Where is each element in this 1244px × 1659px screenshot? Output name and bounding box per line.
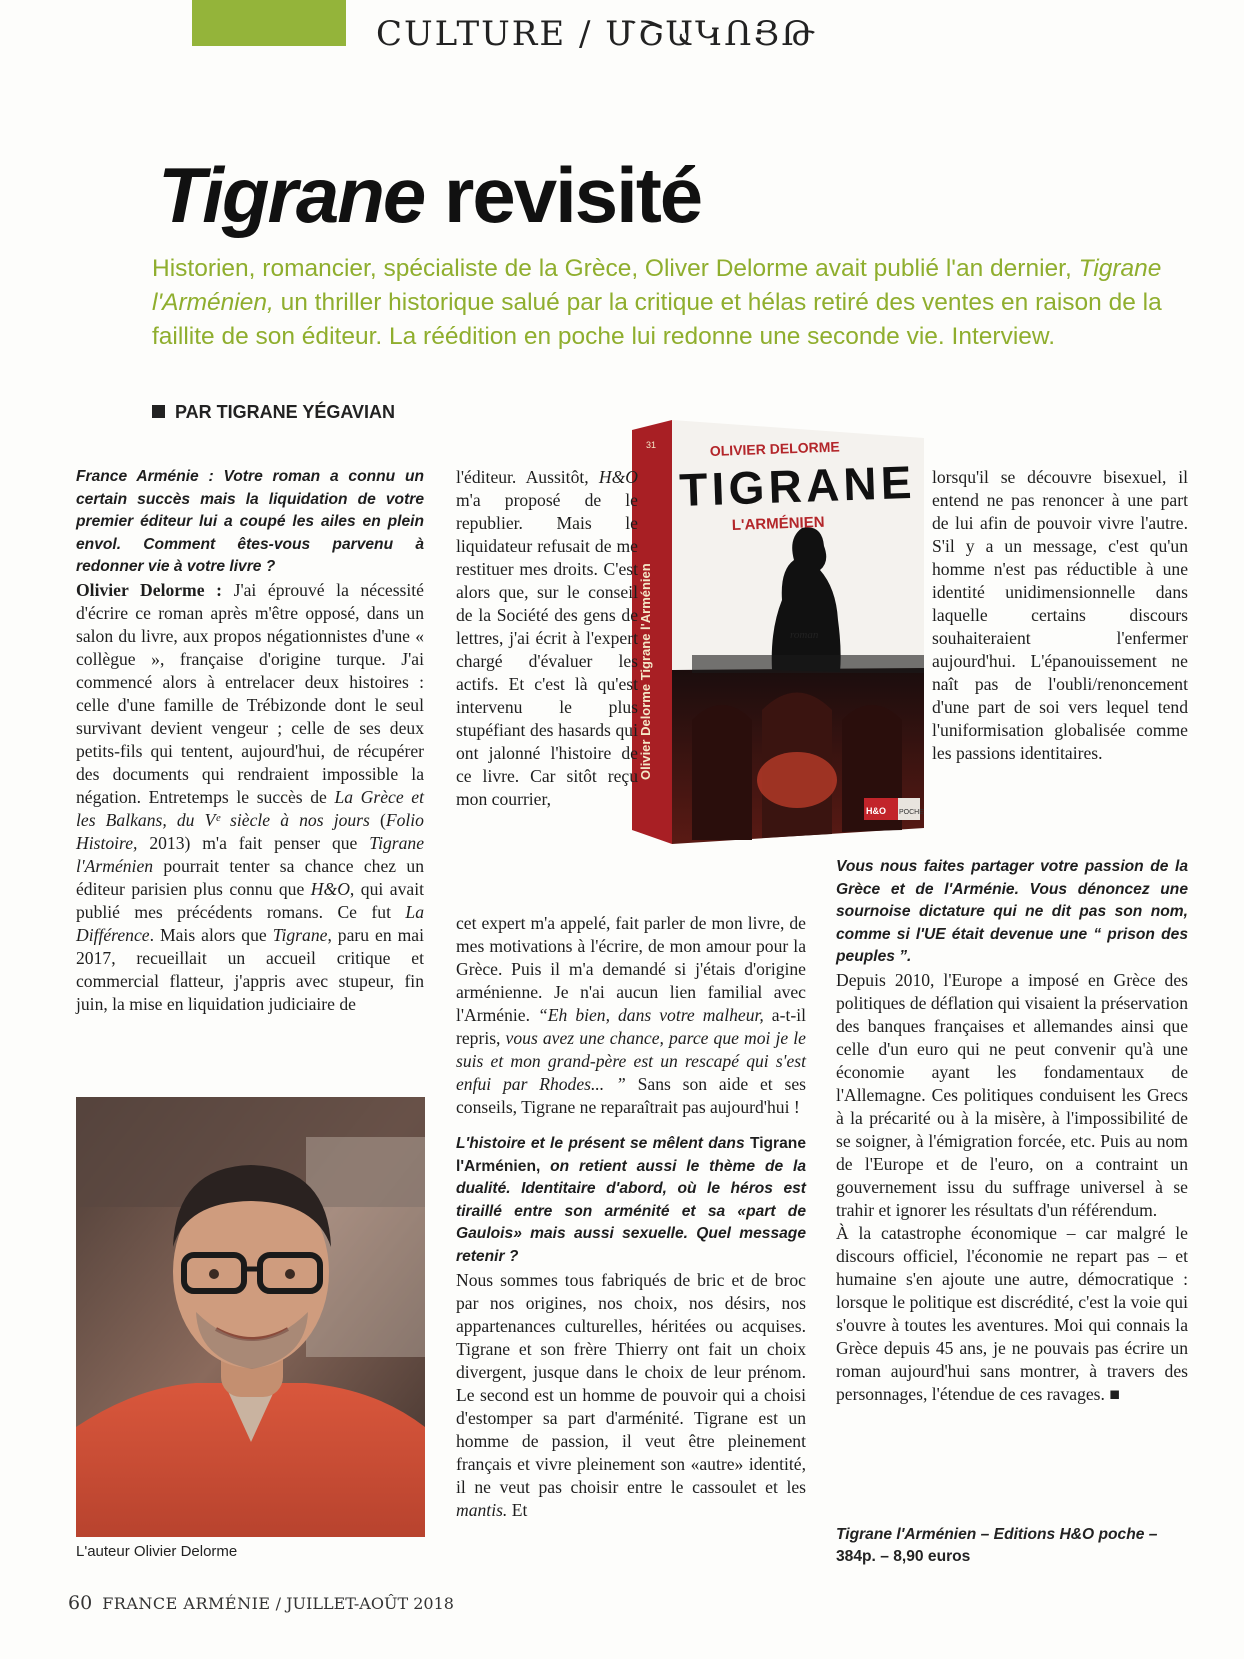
photo-caption: L'auteur Olivier Delorme xyxy=(76,1543,238,1560)
answer-text: Et xyxy=(507,1499,528,1520)
question-3: Vous nous faites partager votre passion de la Grèce et de l'Arménie. Vous dénoncez une sournoise dictature qui ne dit pas son nom, comme si l'UE était devenue une “ prison des peuples ”. xyxy=(836,858,1188,966)
answer-1 xyxy=(76,579,424,1016)
book-author: OLIVIER DELORME xyxy=(709,438,840,459)
book-reference: Folio Histoire, xyxy=(76,809,424,853)
answer-text: ( xyxy=(369,809,386,830)
byline xyxy=(152,402,395,423)
answer-text: a-t-il repris, xyxy=(456,1005,806,1048)
question-text: L'histoire et le présent se mêlent dans xyxy=(456,1135,750,1152)
article-title xyxy=(158,150,701,241)
speaker-name: Olivier Delorme : xyxy=(76,579,234,600)
intro-text-end: un thriller historique salué par la critique et hélas retiré des ventes en raison de la faillite de son éditeur. La réédition en poche lui redonne une seconde vie. Interview. xyxy=(152,289,1162,350)
book-cover-illustration xyxy=(632,420,924,844)
title-italic: Tigrane xyxy=(158,151,425,239)
issue-date: / JUILLET-AOÛT 2018 xyxy=(270,1594,454,1613)
answer-text: Sans son aide et ses conseils, Tigrane ne reparaîtrait pas aujourd'hui ! xyxy=(456,1074,806,1117)
answer-text: m'a proposé de le republier. Mais le liquidateur refusait de me restituer mes droits. C'est alors que, sur le conseil de la Société des gens de lettres, j'ai écrit à l'expert chargé d'évaluer les actifs. Et c'est là qu'est intervenu le plus stupéfiant des hasards qui ont jalonné l'histoire de ce livre. Car sitôt reçu mon courrier, xyxy=(456,490,638,809)
page-footer xyxy=(68,1592,454,1614)
column-1 xyxy=(76,466,424,1016)
answer-2-continued: lorsqu'il se découvre bisexuel, il entend ne pas renoncer à une part de lui afin de pouvoir vivre l'autre. S'il y a un message, c'est qu'un homme n'est pas réductible à une identité unidimensionnelle dans laquelle certains discours souhaiteraient l'enfermer aujourd'hui. L'épanouissement ne naît pas de l'oubli/renoncement d'une part de soi vers lequel tend l'uniformisation globalisée comme les passions identitaires. xyxy=(932,467,1188,763)
title-rest: revisité xyxy=(424,151,702,239)
publisher-reference: H&O xyxy=(598,467,638,487)
column-3-bottom xyxy=(836,856,1188,1406)
book-subtitle: L'ARMÉNIEN xyxy=(731,513,825,534)
answer-text: . Mais alors que xyxy=(149,924,273,945)
column-2-bottom xyxy=(456,912,806,1522)
book-spine-number: 31 xyxy=(646,440,657,450)
answer-text: cet expert m'a appelé, fait parler de mon livre, de mes motivations à l'écrire, de mon amour pour la Grèce. Puis il m'a demandé si j'étais d'origine arménienne. Je n'ai aucun lien familial avec l'Arménie. xyxy=(456,913,806,1025)
author-portrait-image xyxy=(76,1097,425,1537)
answer-text: , paru en mai 2017, recueillait un accueil critique et commercial flatteur, j'appris avec stupeur, fin juin, la mise en liquidation judiciaire de xyxy=(76,924,424,1014)
answer-text: J'ai éprouvé la nécessité d'écrire ce roman après m'être opposé, dans un salon du livre, aux propos négationnistes d'une « collègue », française d'origine turque. J'ai commencé alors à entrelacer deux histoires : celle d'une famille de Trébizonde dont le seul survivant devient vengeur ; celle de ses deux petits-fils qui tentent, aujourd'hui, de récupérer des documents qui rendraient impossible la négation. Entretemps le succès de xyxy=(76,579,424,807)
question-1: France Arménie : Votre roman a connu un certain succès mais la liquidation de votre premier éditeur lui a coupé les ailes en plein envol. Comment êtes-vous parvenu à redonner vie à votre livre ? xyxy=(76,468,424,576)
answer-text: Nous sommes tous fabriqués de bric et de broc par nos origines, nos choix, nos désirs, nos appartenances culturelles, héritées ou acquises. Tigrane et son frère Thierry ont fait un choix divergent, jusque dans le choix de leur prénom. Le second est un homme de pouvoir qui a choisi d'estomper sa part d'arménité. Tigrane est un homme de passion, il veut être pleinement français et vivre pleinement son «autre» identité, il ne veut pas choisir entre le cassoulet et les xyxy=(456,1269,806,1497)
section-color-tab xyxy=(192,0,346,46)
intro-text: Historien, romancier, spécialiste de la Grèce, Oliver Delorme avait publié l'an dernier, xyxy=(152,255,1079,282)
answer-text: 2013) m'a fait penser que xyxy=(137,832,370,853)
quote: “Eh bien, dans votre malheur, xyxy=(538,1005,764,1025)
book-publisher: H&O xyxy=(866,806,886,816)
book-spine-text: Olivier Delorme Tigrane l'Arménien xyxy=(638,563,653,780)
answer-1-end xyxy=(456,912,806,1119)
square-bullet-icon xyxy=(152,405,165,418)
byline-text: PAR TIGRANE YÉGAVIAN xyxy=(175,402,396,422)
book-genre: roman xyxy=(790,629,819,641)
magazine-name: FRANCE ARMÉNIE xyxy=(102,1594,271,1613)
publisher-reference: H&O xyxy=(310,878,350,899)
answer-text: pourrait tenter sa chance chez un éditeur parisien plus connu que xyxy=(76,855,424,899)
question-book-title: Tigrane l'Arménien, xyxy=(456,1135,806,1175)
answer-2 xyxy=(456,1269,806,1522)
answer-italic: mantis. xyxy=(456,1499,508,1520)
book-reference: La Grèce et les Balkans, du Vᵉ siècle à nos jours xyxy=(76,786,424,830)
intro-book-title: Tigrane l'Arménien, xyxy=(152,255,1162,316)
column-2-top xyxy=(456,466,638,811)
answer-1-continued xyxy=(456,466,638,811)
author-photo xyxy=(76,1097,425,1537)
column-3-top xyxy=(932,466,1188,765)
book-credits xyxy=(836,1524,1188,1568)
book-cover xyxy=(632,420,924,844)
answer-text: , qui avait publié mes précédents romans. Ce fut xyxy=(76,878,424,922)
answer-3: Depuis 2010, l'Europe a imposé en Grèce des politiques de déflation qui visaient la préservation des banques françaises et allemandes ainsi que celle d'un euro qui ne peut convenir qu'à une économie ayant les fondamentaux de l'Allemagne. Ces politiques conduisent les Grecs à la précarité ou à la misère, à l'impossibilité de se soigner, à l'émigration forcée, etc. Puis au nom de l'Europe et de l'euro, on a contraint un gouvernement issu du suffrage universel à se trahir et ignorer les résultats d'un référendum. xyxy=(836,969,1188,1220)
book-title: TIGRANE xyxy=(678,455,913,516)
section-label: CULTURE / ՄՇԱԿՈՅԹ xyxy=(376,14,817,54)
book-reference: Tigrane xyxy=(272,924,328,945)
book-reference: Tigrane l'Arménien xyxy=(76,832,424,876)
question-text: on retient aussi le thème de la dualité. Identitaire d'abord, où le héros est tiraillé entre son arménité et sa «part de Gaulois» mais aussi sexuelle. Quel message retenir ? xyxy=(456,1157,806,1265)
quote: vous avez une chance, parce que moi je le suis et mon grand-père est un rescapé qui s'est enfui par Rhodes... ” xyxy=(456,1028,806,1094)
publisher-reference: La Différence xyxy=(76,901,424,945)
credits-title: Tigrane l'Arménien – Editions H&O poche – xyxy=(836,1526,1158,1543)
page-number: 60 xyxy=(68,1592,93,1614)
question-2 xyxy=(456,1133,806,1269)
credits-price: 384p. – 8,90 euros xyxy=(836,1548,971,1565)
answer-text: l'éditeur. Aussitôt, xyxy=(456,467,599,487)
book-collection: POCHE xyxy=(899,809,924,816)
article-intro xyxy=(152,252,1172,354)
answer-3-end: À la catastrophe économique – car malgré le discours officiel, l'économie ne repart pas – et humaine s'en ajoute une autre, démocratique : lorsque le politique est discrédité, c'est la voie qui s'ouvre à toutes les aventures. Moi qui connais la Grèce depuis 45 ans, je ne pouvais pas écrire un roman aujourd'hui sans montrer, à travers des personnages, l'étendue de ces ravages. ■ xyxy=(836,1222,1188,1404)
